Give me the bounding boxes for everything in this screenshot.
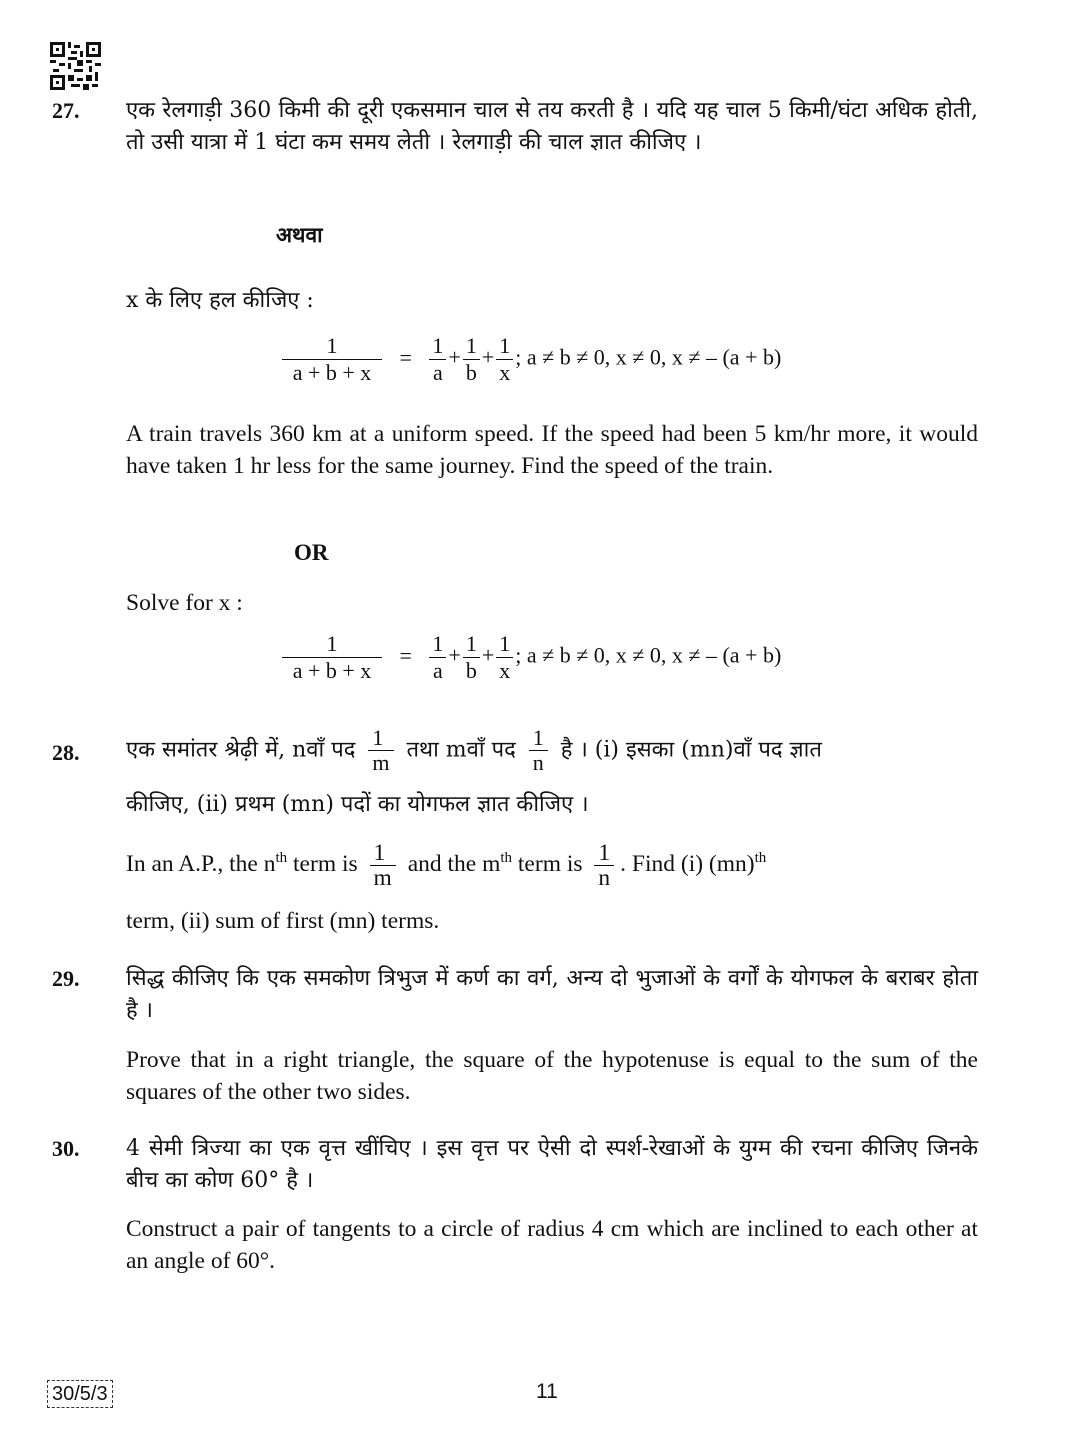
q27-english-text: A train travels 360 km at a uniform speed. If the speed had been 5 km/hr more, it would have taken 1 hr less for the same journey. Find the speed of the train.: [126, 421, 978, 479]
q27-solve-english: Solve for x :: [126, 590, 243, 616]
q28-english-line1: In an A.P., the $n^{th}$ term is $\frac{1}{m}$ and the $m^{th}$ term is $\frac{1}{n}$ . Find (i) (mn)$^{th}$: [126, 840, 767, 891]
q30-english-text: Construct a pair of tangents to a circle of radius 4 cm which are inclined to each other at an angle of 60°.: [126, 1216, 978, 1274]
question-number-28: 28.: [52, 740, 80, 765]
q27-solve-hindi: x के लिए हल कीजिए :: [126, 288, 314, 313]
question-number-30: 30.: [52, 1136, 80, 1161]
qr-code: [50, 42, 101, 90]
q27-equation-english: $\frac{1}{a + b + x}$ = $\frac{1}{a}$ + $\frac{1}{b}$ + $\frac{1}{x}$ ; a ≠ b ≠ 0, x ≠ 0, x ≠ – (a + b): [280, 631, 781, 684]
q28-hindi-line1: एक समांतर श्रेढ़ी में, nवाँ पद $\frac{1}{m}$ तथा mवाँ पद $\frac{1}{n}$ है । (i) इसका (mn)वाँ पद ज्ञात: [126, 725, 822, 775]
q28-english-line2: term, (ii) sum of first (mn) terms.: [126, 908, 440, 934]
q27-hindi-text: एक रेलगाड़ी 360 किमी की दूरी एकसमान चाल से तय करती है । यदि यह चाल 5 किमी/घंटा अधिक होती, तो उसी यात्रा में 1 घंटा कम समय लेती । रेलगाड़ी की चाल ज्ञात कीजिए ।: [126, 98, 978, 155]
or-english: OR: [294, 540, 329, 565]
q30-hindi-text: 4 सेमी त्रिज्या का एक वृत्त खींचिए । इस वृत्त पर ऐसी दो स्पर्श-रेखाओं के युग्म की रचना कीजिए जिनके बीच का कोण 60° है ।: [126, 1136, 978, 1193]
or-hindi: अथवा: [276, 222, 323, 247]
q28-hindi-line2: कीजिए, (ii) प्रथम (mn) पदों का योगफल ज्ञात कीजिए ।: [126, 792, 589, 817]
question-number-29: 29.: [52, 966, 80, 991]
q27-equation-hindi: $\frac{1}{a + b + x}$ = $\frac{1}{a}$ + $\frac{1}{b}$ + $\frac{1}{x}$ ; a ≠ b ≠ 0, x ≠ 0, x ≠ – (a + b): [280, 333, 781, 386]
q29-english-text: Prove that in a right triangle, the square of the hypotenuse is equal to the sum of the squares of the other two sides.: [126, 1047, 978, 1105]
question-number-27: 27.: [52, 98, 80, 123]
page-number: 11: [536, 1380, 558, 1403]
q29-hindi-text: सिद्ध कीजिए कि एक समकोण त्रिभुज में कर्ण का वर्ग, अन्य दो भुजाओं के वर्गों के योगफल के बराबर होता है ।: [126, 966, 978, 1023]
paper-code: 30/5/3: [47, 1380, 113, 1408]
